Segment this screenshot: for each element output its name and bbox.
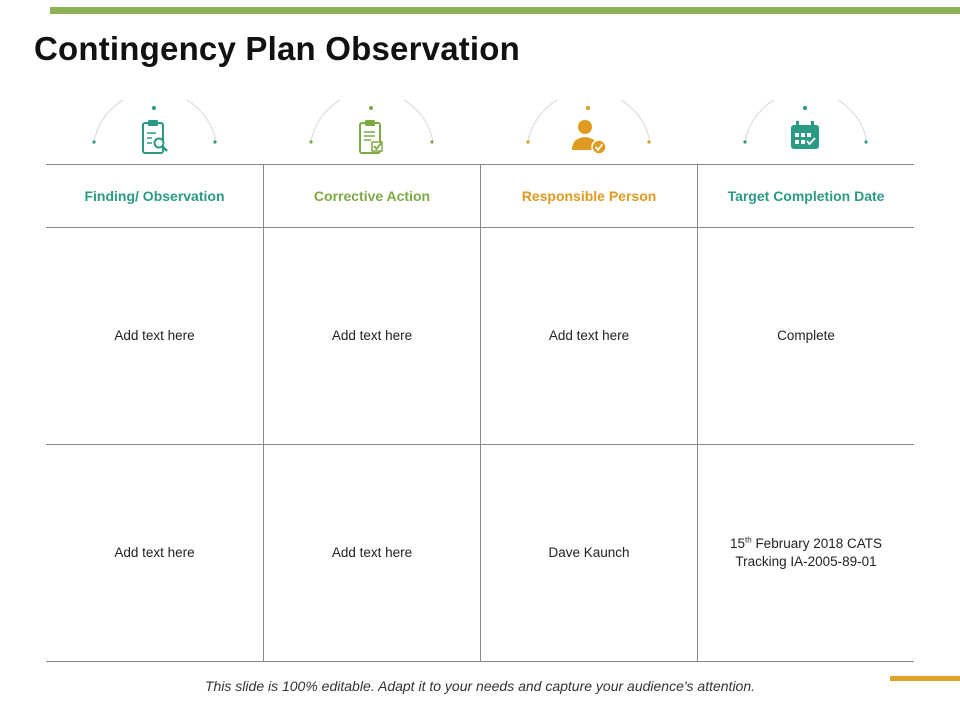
icon-cell-target-date xyxy=(697,100,914,164)
clipboard-check-icon xyxy=(263,100,480,164)
date-day: 15 xyxy=(729,536,746,551)
header-corrective-action: Corrective Action xyxy=(263,165,480,227)
icon-cell-responsible xyxy=(480,100,697,164)
date-rest: February 2018 CATS xyxy=(751,536,882,551)
top-accent-bar xyxy=(50,7,960,14)
person-check-icon xyxy=(480,100,697,164)
icon-cell-corrective xyxy=(263,100,480,164)
date-line-2: Tracking IA-2005-89-01 xyxy=(735,554,877,569)
table-header-row xyxy=(46,165,914,228)
table-cell: Add text here xyxy=(480,228,697,444)
table-cell: Add text here xyxy=(114,545,195,560)
bottom-accent-bar xyxy=(890,676,960,681)
observation-table xyxy=(46,164,914,662)
icon-cell-finding xyxy=(46,100,263,164)
header-responsible-person: Responsible Person xyxy=(480,165,697,227)
header-target-date: Target Completion Date xyxy=(697,165,914,227)
header-finding: Finding/ Observation xyxy=(84,188,225,204)
table-cell: Complete xyxy=(697,228,914,444)
footer-note: This slide is 100% editable. Adapt it to your needs and capture your audience's attention. xyxy=(204,678,756,694)
table-row xyxy=(46,228,914,445)
table-row xyxy=(46,445,914,662)
table-cell-date xyxy=(697,445,914,661)
date-line-1 xyxy=(730,535,882,553)
page-title: Contingency Plan Observation xyxy=(34,30,521,67)
icon-row xyxy=(46,100,914,164)
table-cell: Add text here xyxy=(114,328,195,343)
date-suffix: th xyxy=(745,535,752,545)
calendar-check-icon xyxy=(697,100,914,164)
table-cell: Add text here xyxy=(263,228,480,444)
table-cell: Dave Kaunch xyxy=(480,445,697,661)
clipboard-search-icon xyxy=(46,100,263,164)
table-cell: Add text here xyxy=(263,445,480,661)
